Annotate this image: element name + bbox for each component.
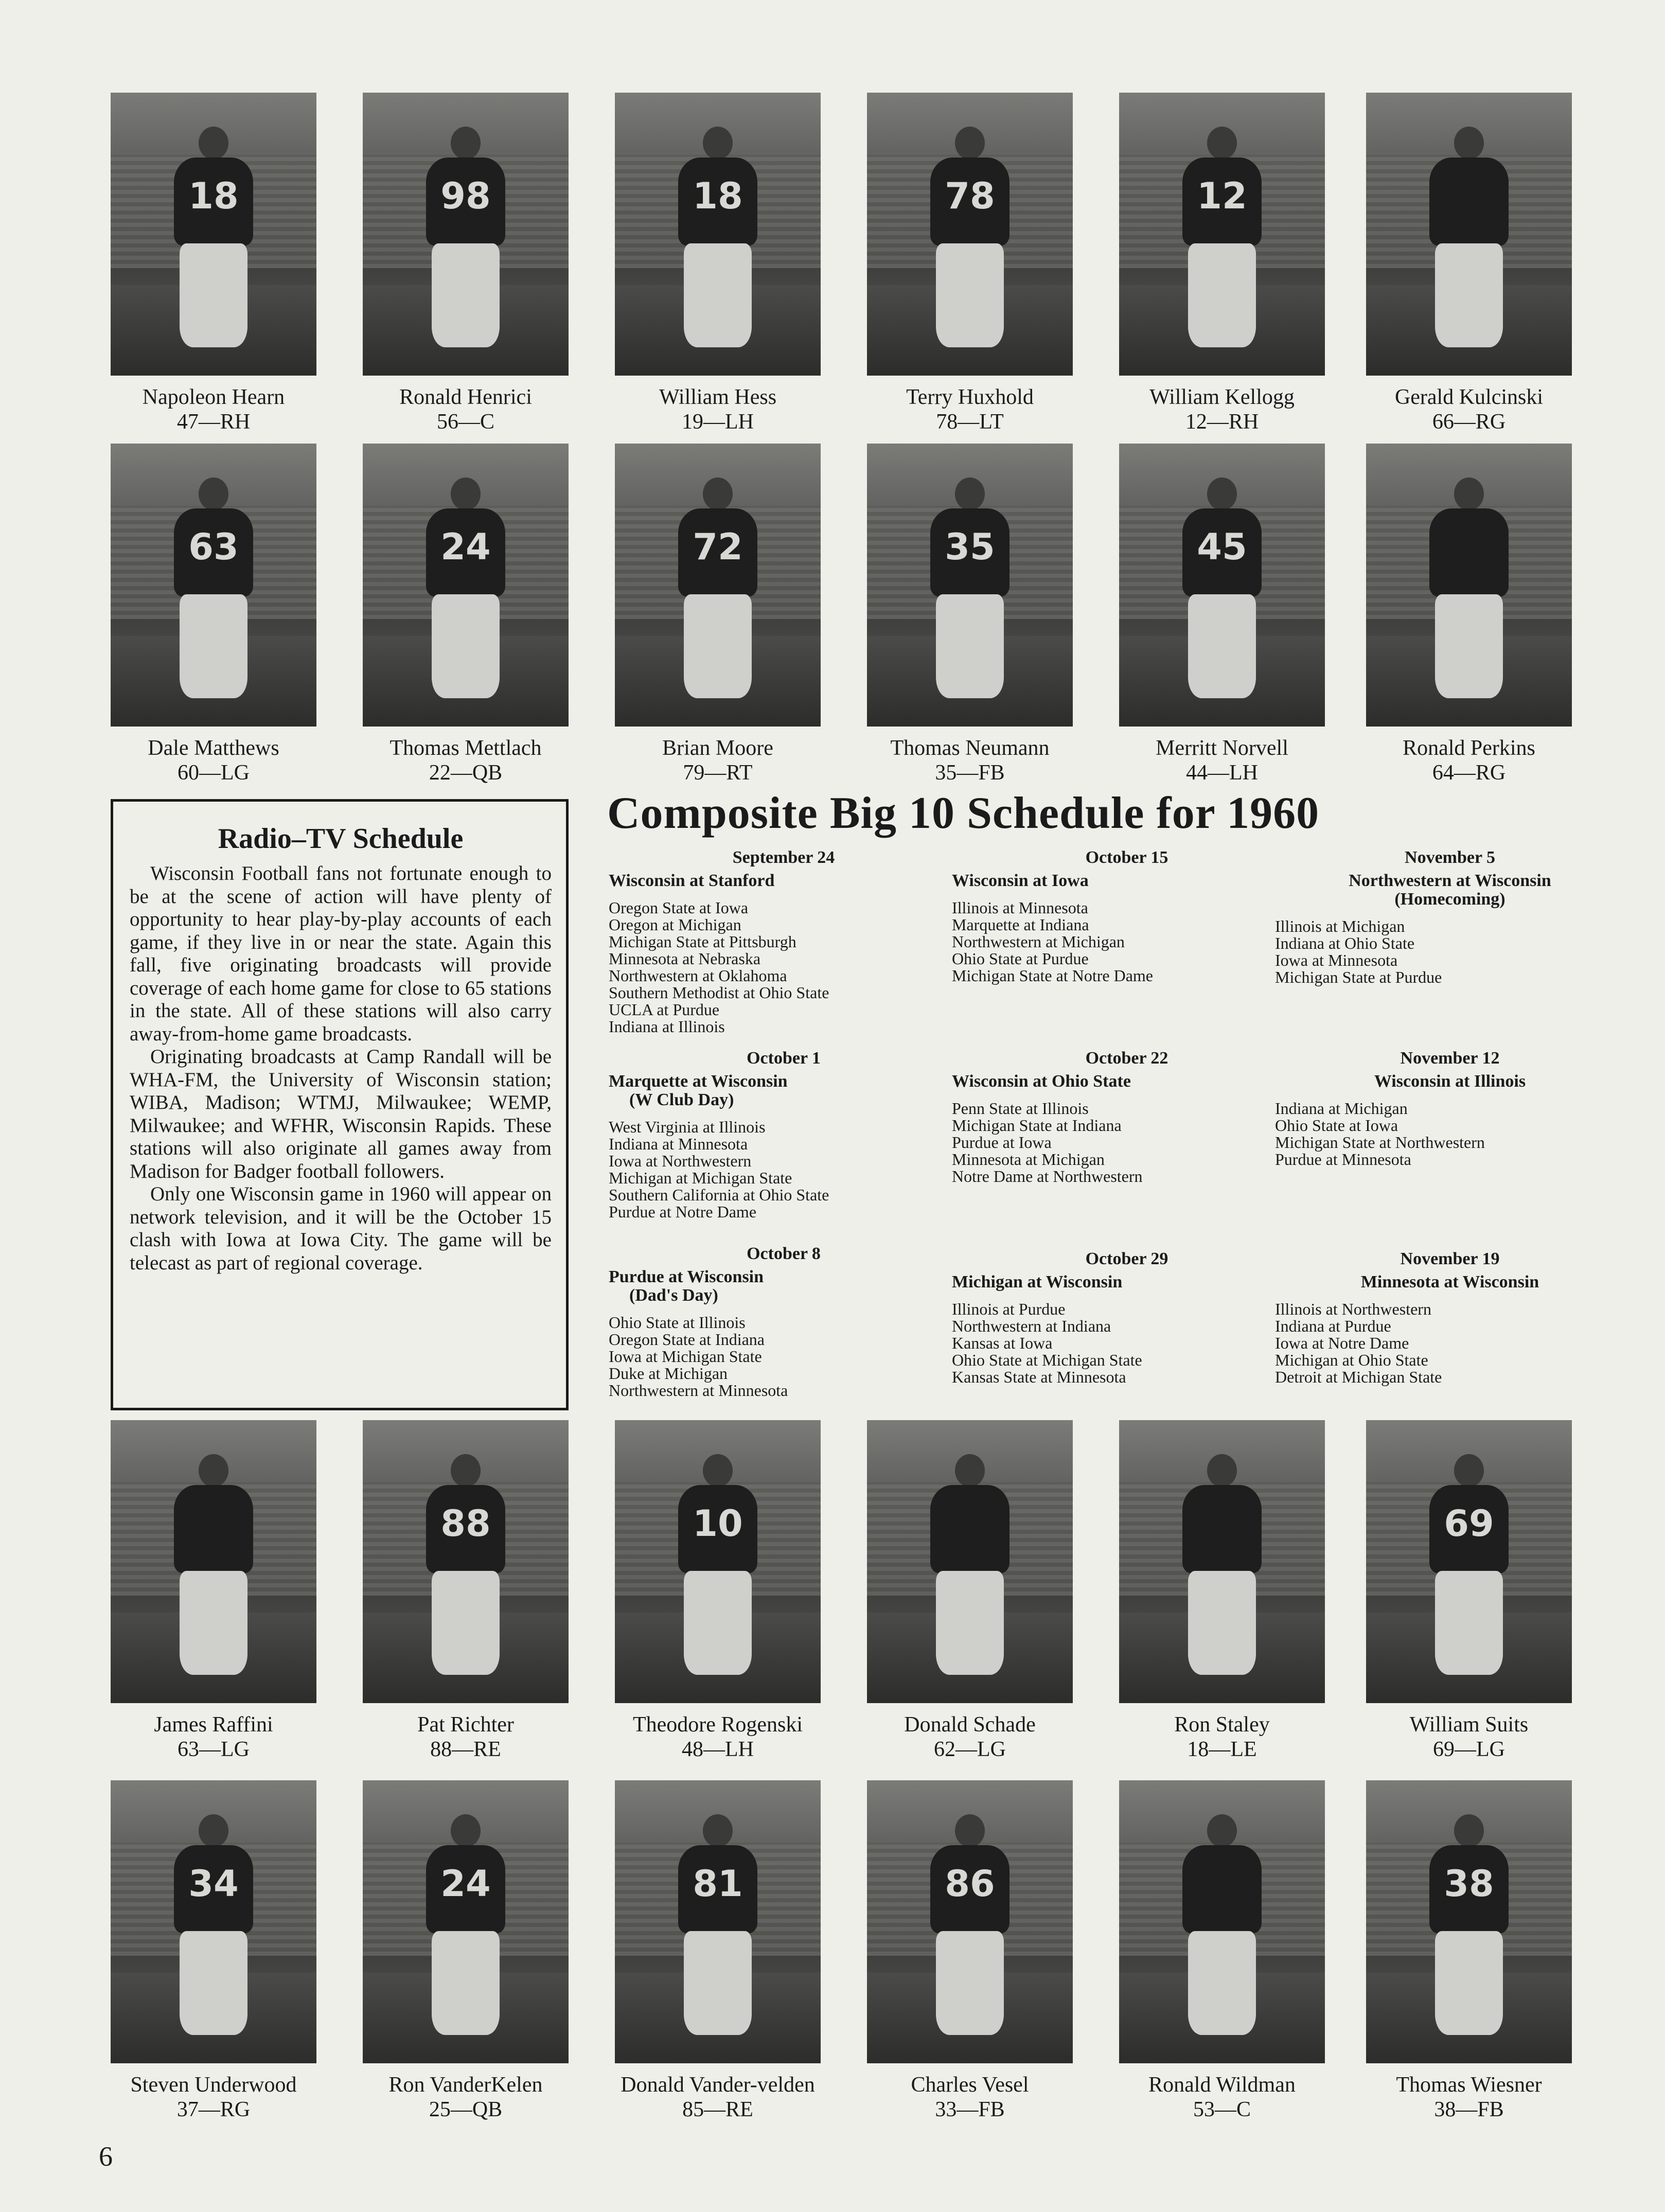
week-headline: (Homecoming) (1394, 890, 1505, 909)
game-line: Iowa at Minnesota (1275, 951, 1398, 969)
player-card (1114, 1420, 1330, 1762)
player-name: Charles Vesel (911, 2073, 1029, 2097)
player-card (862, 93, 1078, 434)
page-number: 6 (99, 2141, 113, 2172)
player-name: Steven Underwood (130, 2073, 297, 2097)
player-position: 22—QB (429, 761, 503, 785)
jersey-number: 18 (188, 175, 239, 218)
game-line: Michigan State at Pittsburgh (609, 932, 796, 951)
jersey-number: 24 (440, 1863, 491, 1905)
game-line: Marquette at Indiana (952, 915, 1089, 934)
week-games (952, 1301, 1302, 1386)
game-line: Purdue at Minnesota (1275, 1150, 1411, 1169)
player-name: Ron Staley (1174, 1713, 1270, 1737)
week-games (609, 1314, 959, 1399)
player-photo (1119, 93, 1325, 376)
week-date: October 22 (1085, 1049, 1168, 1068)
game-line: Penn State at Illinois (952, 1099, 1089, 1118)
player-position: 19—LH (682, 410, 754, 434)
player-photo (1366, 1420, 1572, 1703)
player-position: 12—RH (1185, 410, 1259, 434)
player-photo (615, 1780, 821, 2063)
game-line: UCLA at Purdue (609, 1000, 720, 1019)
game-line: Michigan State at Notre Dame (952, 966, 1153, 985)
game-line: Illinois at Purdue (952, 1300, 1066, 1318)
jersey-number: 10 (693, 1502, 743, 1545)
game-line: Oregon State at Iowa (609, 898, 749, 917)
game-line: Ohio State at Illinois (609, 1313, 746, 1332)
player-photo (615, 93, 821, 376)
game-line: Ohio State at Iowa (1275, 1116, 1398, 1135)
week-games (1275, 1301, 1625, 1386)
player-name: Dale Matthews (148, 736, 279, 760)
game-line: Purdue at Notre Dame (609, 1202, 757, 1221)
week-headline: Michigan at Wisconsin (952, 1272, 1123, 1291)
jersey-number: 35 (945, 526, 995, 569)
game-line: Southern Methodist at Ohio State (609, 983, 829, 1002)
player-name: James Raffini (154, 1713, 273, 1737)
jersey-number: 34 (188, 1863, 239, 1905)
game-line: Indiana at Illinois (609, 1017, 725, 1036)
player-position: 35—FB (935, 761, 1005, 785)
player-card (1361, 1420, 1577, 1762)
player-photo (1366, 444, 1572, 727)
player-position: 37—RG (176, 2098, 251, 2121)
jersey-number: 78 (945, 175, 995, 218)
player-name: William Hess (659, 385, 777, 409)
game-line: Illinois at Minnesota (952, 898, 1088, 917)
week-games (609, 899, 959, 1035)
player-position: 64—RG (1432, 761, 1506, 785)
player-position: 18—LE (1187, 1738, 1257, 1761)
player-position: 88—RE (430, 1738, 501, 1761)
schedule-week (609, 848, 959, 1035)
week-headline: Marquette at Wisconsin (609, 1072, 788, 1091)
week-date: November 5 (1405, 848, 1495, 867)
game-line: Ohio State at Purdue (952, 949, 1089, 968)
game-line: Notre Dame at Northwestern (952, 1167, 1143, 1185)
jersey-number: 24 (440, 526, 491, 569)
players-row-3 (105, 1420, 1577, 1780)
jersey-number: 38 (1444, 1863, 1494, 1905)
schedule-title: Composite Big 10 Schedule for 1960 (607, 788, 1320, 838)
week-headline: Wisconsin at Stanford (609, 871, 775, 890)
week-headline: Northwestern at Wisconsin (1349, 871, 1551, 890)
player-card (1114, 93, 1330, 434)
game-line: Northwestern at Oklahoma (609, 966, 787, 985)
player-position: 38—FB (1434, 2098, 1504, 2121)
jersey-number: 63 (188, 526, 239, 569)
game-line: Oregon State at Indiana (609, 1330, 765, 1349)
schedule-week (952, 1249, 1302, 1386)
player-name: Pat Richter (417, 1713, 514, 1737)
player-position: 53—C (1193, 2098, 1251, 2121)
week-headline: Wisconsin at Illinois (1374, 1072, 1526, 1091)
game-line: Iowa at Northwestern (609, 1152, 752, 1170)
game-line: Illinois at Northwestern (1275, 1300, 1431, 1318)
jersey-number: 86 (945, 1863, 995, 1905)
week-date: November 12 (1400, 1049, 1500, 1068)
week-games (952, 1100, 1302, 1185)
schedule-week (1275, 848, 1625, 986)
radio-paragraph: Only one Wisconsin game in 1960 will appear on network television, and it will be the October 15 clash with Iowa at Iowa City. The game will be telecast as part of regional coverage. (130, 1183, 552, 1274)
game-line: Iowa at Notre Dame (1275, 1334, 1409, 1352)
player-name: Terry Huxhold (906, 385, 1034, 409)
game-line: Indiana at Michigan (1275, 1099, 1408, 1118)
jersey-number: 98 (440, 175, 491, 218)
schedule-week (952, 848, 1302, 984)
game-line: Oregon at Michigan (609, 915, 741, 934)
player-card (1361, 444, 1577, 785)
game-line: Minnesota at Nebraska (609, 949, 761, 968)
player-card (610, 93, 826, 434)
player-position: 79—RT (683, 761, 753, 785)
player-card (105, 93, 322, 434)
game-line: Ohio State at Michigan State (952, 1351, 1142, 1369)
game-line: Indiana at Purdue (1275, 1317, 1391, 1335)
week-headline: (Dad's Day) (629, 1286, 718, 1305)
week-date: October 29 (1085, 1249, 1168, 1268)
player-name: William Suits (1409, 1713, 1529, 1737)
jersey-number: 45 (1197, 526, 1247, 569)
player-card (105, 1780, 322, 2122)
player-name: Thomas Mettlach (389, 736, 542, 760)
player-name: Theodore Rogenski (632, 1713, 803, 1737)
jersey-number: 88 (440, 1502, 491, 1545)
jersey-number: 18 (693, 175, 743, 218)
player-name: Ronald Wildman (1148, 2073, 1296, 2097)
player-card (1114, 444, 1330, 785)
player-position: 62—LG (934, 1738, 1006, 1761)
player-position: 47—RH (176, 410, 251, 434)
game-line: Michigan at Ohio State (1275, 1351, 1428, 1369)
player-card (1114, 1780, 1330, 2122)
player-position: 60—LG (178, 761, 250, 785)
game-line: Minnesota at Michigan (952, 1150, 1105, 1169)
player-position: 48—LH (682, 1738, 754, 1761)
week-headline: (W Club Day) (629, 1090, 734, 1109)
player-photo (1119, 444, 1325, 727)
player-name: Napoleon Hearn (142, 385, 285, 409)
week-games (952, 899, 1302, 984)
player-position: 44—LH (1186, 761, 1258, 785)
game-line: Northwestern at Indiana (952, 1317, 1111, 1335)
player-card (358, 1780, 574, 2122)
player-photo (111, 444, 316, 727)
radio-tv-box (111, 799, 569, 1410)
game-line: Northwestern at Michigan (952, 932, 1125, 951)
schedule-week (952, 1049, 1302, 1185)
player-name: Ronald Perkins (1403, 736, 1535, 760)
game-line: Duke at Michigan (609, 1364, 728, 1383)
player-position: 25—QB (429, 2098, 503, 2121)
player-position: 85—RE (682, 2098, 753, 2121)
jersey-number: 69 (1444, 1502, 1494, 1545)
week-games (609, 1119, 959, 1220)
player-card (105, 444, 322, 785)
player-photo (363, 93, 569, 376)
radio-paragraph: Originating broadcasts at Camp Randall will be WHA-FM, the University of Wisconsin station; WIBA, Madison; WTMJ, Milwaukee; WEMP, Milwaukee; and WFHR, Wisconsin Rapids. These stations will also originate all games away from Madison for Badger football followers. (130, 1046, 552, 1182)
week-date: October 1 (747, 1049, 821, 1068)
game-line: Purdue at Iowa (952, 1133, 1052, 1152)
week-games (1275, 1100, 1625, 1168)
week-date: November 19 (1400, 1249, 1500, 1268)
player-position: 66—RG (1432, 410, 1506, 434)
player-name: Donald Vander-velden (621, 2073, 815, 2097)
player-photo (867, 1420, 1073, 1703)
player-photo (111, 93, 316, 376)
jersey-number: 12 (1197, 175, 1247, 218)
player-name: William Kellogg (1149, 385, 1295, 409)
game-line: Michigan State at Northwestern (1275, 1133, 1485, 1152)
game-line: Michigan State at Purdue (1275, 968, 1442, 986)
week-games (1275, 918, 1625, 986)
player-position: 33—FB (935, 2098, 1005, 2121)
game-line: Indiana at Minnesota (609, 1135, 748, 1153)
game-line: Iowa at Michigan State (609, 1347, 762, 1366)
player-card (610, 444, 826, 785)
player-photo (1366, 1780, 1572, 2063)
player-name: Ronald Henrici (399, 385, 532, 409)
radio-paragraph: Wisconsin Football fans not fortunate enough to be at the scene of action will have plenty of opportunity to hear play-by-play accounts of each game, if they live in or near the state. Again this fall, five originating broadcasts will provide coverage of each home game for close to 65 stations in the state. All of these stations will also carry away-from-home game broadcasts. (130, 862, 552, 1045)
players-row-2 (105, 444, 1577, 804)
player-photo (867, 444, 1073, 727)
player-card (862, 444, 1078, 785)
player-card (1361, 1780, 1577, 2122)
player-photo (363, 444, 569, 727)
schedule-week (609, 1244, 959, 1399)
player-name: Brian Moore (662, 736, 773, 760)
player-photo (1366, 93, 1572, 376)
week-date: September 24 (732, 848, 835, 867)
radio-tv-title: Radio–TV Schedule (218, 823, 464, 855)
player-name: Thomas Wiesner (1396, 2073, 1542, 2097)
players-row-1 (105, 93, 1577, 453)
game-line: Kansas at Iowa (952, 1334, 1053, 1352)
player-card (358, 1420, 574, 1762)
player-card (105, 1420, 322, 1762)
player-card (610, 1780, 826, 2122)
player-card (358, 93, 574, 434)
player-name: Donald Schade (904, 1713, 1036, 1737)
player-position: 56—C (436, 410, 494, 434)
schedule-week (1275, 1049, 1625, 1168)
game-line: Michigan at Michigan State (609, 1169, 792, 1187)
player-photo (363, 1780, 569, 2063)
game-line: Kansas State at Minnesota (952, 1368, 1126, 1386)
player-photo (111, 1420, 316, 1703)
player-position: 63—LG (178, 1738, 250, 1761)
player-photo (1119, 1420, 1325, 1703)
week-headline: Purdue at Wisconsin (609, 1267, 764, 1286)
player-photo (111, 1780, 316, 2063)
players-row-4 (105, 1780, 1577, 2140)
game-line: Detroit at Michigan State (1275, 1368, 1442, 1386)
week-date: October 8 (747, 1244, 821, 1263)
player-card (862, 1780, 1078, 2122)
player-name: Thomas Neumann (890, 736, 1050, 760)
player-card (358, 444, 574, 785)
player-position: 78—LT (936, 410, 1004, 434)
schedule-week (1275, 1249, 1625, 1386)
game-line: Northwestern at Minnesota (609, 1381, 788, 1400)
player-name: Gerald Kulcinski (1394, 385, 1544, 409)
player-card (1361, 93, 1577, 434)
player-name: Merritt Norvell (1156, 736, 1288, 760)
player-photo (867, 93, 1073, 376)
week-headline: Minnesota at Wisconsin (1360, 1272, 1539, 1291)
week-headline: Wisconsin at Iowa (952, 871, 1089, 890)
week-headline: Wisconsin at Ohio State (952, 1072, 1131, 1091)
game-line: Southern California at Ohio State (609, 1185, 829, 1204)
player-card (610, 1420, 826, 1762)
player-photo (867, 1780, 1073, 2063)
game-line: Michigan State at Indiana (952, 1116, 1122, 1135)
schedule-week (609, 1049, 959, 1220)
game-line: Indiana at Ohio State (1275, 934, 1415, 952)
week-date: October 15 (1085, 848, 1168, 867)
game-line: Illinois at Michigan (1275, 917, 1405, 935)
player-photo (615, 444, 821, 727)
jersey-number: 72 (693, 526, 743, 569)
player-photo (363, 1420, 569, 1703)
jersey-number: 81 (693, 1863, 743, 1905)
game-line: West Virginia at Illinois (609, 1118, 766, 1136)
player-photo (615, 1420, 821, 1703)
player-photo (1119, 1780, 1325, 2063)
player-position: 69—LG (1433, 1738, 1505, 1761)
player-name: Ron VanderKelen (388, 2073, 543, 2097)
player-card (862, 1420, 1078, 1762)
